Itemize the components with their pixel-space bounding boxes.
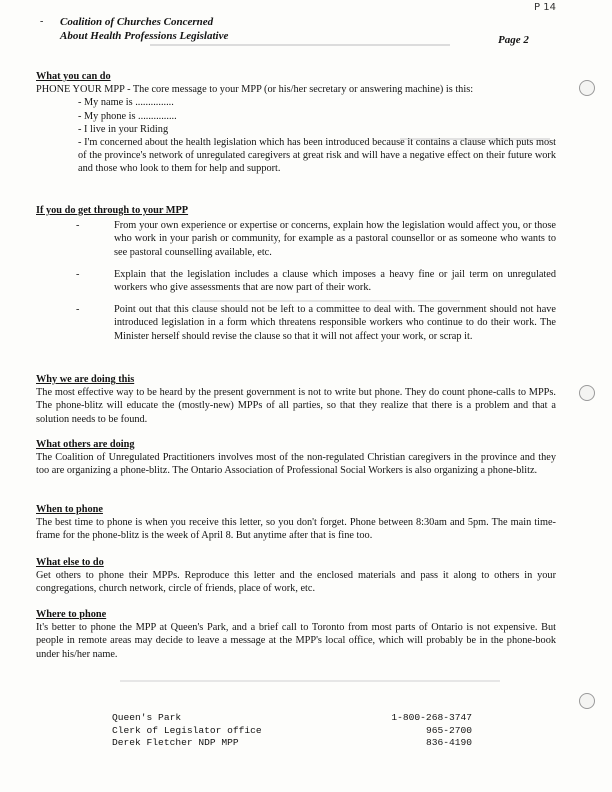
list-item — [36, 219, 556, 259]
list-item-text: Point out that this clause should not be left to a committee to deal with. The government should not have introduced legislation in a form which threatens responsible workers who continue to do their work. The Minister herself should revise the clause so that it will not affect your work, or scrap it. — [114, 304, 556, 342]
contact-row — [112, 737, 472, 750]
header-dash: - — [40, 16, 44, 27]
contact-name: Derek Fletcher NDP MPP — [112, 737, 239, 748]
contact-phone: 1-800-268-3747 — [391, 712, 472, 723]
script-line: - My name is ............... — [78, 97, 174, 109]
section-text: Get others to phone their MPPs. Reproduce this letter and the enclosed materials and pass it along to others in your congregations, church network, circle of friends, place of work, etc. — [36, 570, 556, 595]
contact-list — [112, 712, 472, 750]
list-item-text: Explain that the legislation includes a clause which imposes a heavy fine or jail term on unregulated workers who give assessments that are now part of their work. — [114, 268, 556, 294]
section-heading: What others are doing — [36, 439, 135, 450]
section-text: The Coalition of Unregulated Practitioners involves most of the non-regulated Christian caregivers in the province and they too are organizing a phone-blitz. The Ontario Association of Professional Social Workers is also organizing a phone-blitz. — [36, 452, 556, 477]
page-number: Page 2 — [498, 34, 529, 46]
section-what-others-are-doing — [36, 438, 556, 478]
bullet-dash: - — [76, 220, 80, 232]
contact-phone: 836-4190 — [425, 737, 472, 748]
section-intro: PHONE YOUR MPP - The core message to your MPP (or his/her secretary or answering machine) is this: — [36, 84, 474, 96]
section-what-else-to-do — [36, 556, 556, 596]
section-what-you-can-do — [36, 70, 556, 176]
handwritten-page-mark: P 14 — [534, 2, 556, 13]
contact-row — [112, 712, 472, 725]
script-line: - I live in your Riding — [78, 123, 169, 135]
section-text: The most effective way to be heard by the present government is not to write but phone. They do count phone-calls to MPPs. The phone-blitz will educate the (mostly-new) MPPs of all parties, so that they realize that there is a problem and that a solution needs to be found. — [36, 387, 556, 425]
script-line: - My phone is ............... — [78, 110, 177, 122]
contact-row — [112, 725, 472, 738]
section-heading: If you do get through to your MPP — [36, 205, 189, 216]
section-if-you-get-through — [36, 204, 556, 343]
contact-phone: 965-2700 — [425, 724, 472, 736]
section-heading: When to phone — [36, 504, 103, 515]
binder-hole — [579, 693, 595, 709]
binder-hole — [579, 80, 595, 96]
contact-name: Queen's Park — [112, 712, 182, 723]
header-title-line2: About Health Professions Legislative — [60, 30, 229, 42]
list-item — [36, 268, 556, 294]
section-text: It's better to phone the MPP at Queen's Park, and a brief call to Toronto from most parts of Ontario is not expensive. But people in remote areas may decide to leave a message at the MPP's local office, which will probably be in the phone-book under his/her name. — [36, 622, 556, 660]
header-title-line1: Coalition of Churches Concerned — [60, 16, 214, 28]
section-heading: What you can do — [36, 71, 111, 82]
binder-hole — [579, 385, 595, 401]
section-why-we-are-doing-this — [36, 373, 556, 426]
contact-name: Clerk of Legislator office — [112, 724, 262, 736]
section-where-to-phone — [36, 608, 556, 661]
section-heading: What else to do — [36, 557, 104, 568]
section-heading: Why we are doing this — [36, 374, 135, 385]
section-text: The best time to phone is when you receive this letter, so you don't forget. Phone between 8:30am and 5pm. The main time-frame for the phone-blitz is the week of April 8. But anytime after that is fine too. — [36, 517, 556, 542]
bleed-through-mark — [120, 680, 500, 682]
bullet-dash: - — [76, 304, 80, 316]
bleed-through-mark — [150, 44, 450, 46]
script-closing: - I'm concerned about the health legislation which has been introduced because it contains a clause which puts most of the province's network of unregulated caregivers at great risk and will have a negative effect on their future work and those who look to them for help and support. — [78, 137, 556, 175]
section-heading: Where to phone — [36, 609, 107, 620]
bullet-dash: - — [76, 268, 80, 280]
list-item-text: From your own experience or expertise or concerns, explain how the legislation would affect you, or those who work in your parish or community, for example as a pastoral counsellor or as someone who wants to see pastoral counselling available, etc. — [114, 220, 556, 258]
section-when-to-phone — [36, 503, 556, 543]
list-item — [36, 303, 556, 343]
